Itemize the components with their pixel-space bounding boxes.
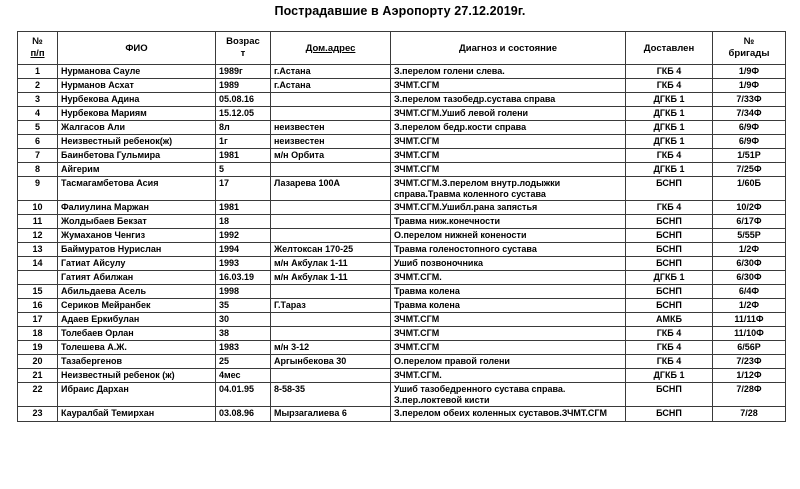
cell-delivered: ДГКБ 1 (626, 121, 713, 135)
cell-brigade: 7/28 (713, 407, 786, 422)
cell-name: Сериков Мейранбек (58, 299, 216, 313)
cell-name: Адаев Еркибулан (58, 313, 216, 327)
table-row (18, 257, 786, 271)
cell-number (18, 271, 58, 285)
cell-delivered: АМКБ (626, 313, 713, 327)
cell-number: 1 (18, 65, 58, 79)
cell-number: 23 (18, 407, 58, 422)
cell-brigade: 7/25Ф (713, 163, 786, 177)
column-header-age (216, 32, 271, 65)
cell-name: Неизвестный ребенок (ж) (58, 369, 216, 383)
cell-diagnosis: Травма колена (391, 299, 626, 313)
cell-diagnosis: З.перелом обеих коленных суставов.ЗЧМТ.СГМ (391, 407, 626, 422)
table-row (18, 313, 786, 327)
cell-brigade: 6/4Ф (713, 285, 786, 299)
cell-number: 3 (18, 93, 58, 107)
table-row (18, 163, 786, 177)
cell-number: 12 (18, 229, 58, 243)
cell-brigade: 1/9Ф (713, 65, 786, 79)
column-header-brigade-line2: бригады (728, 48, 770, 59)
page-title: Пострадавшие в Аэропорту 27.12.2019г. (274, 4, 526, 18)
cell-diagnosis: З.перелом голени слева. (391, 65, 626, 79)
cell-age: 1993 (216, 257, 271, 271)
cell-name: Нурманов Асхат (58, 79, 216, 93)
cell-age: 5 (216, 163, 271, 177)
cell-address: м/н Акбулак 1-11 (271, 271, 391, 285)
cell-number: 11 (18, 215, 58, 229)
cell-delivered: БСНП (626, 229, 713, 243)
cell-name: Айгерим (58, 163, 216, 177)
cell-age: 1г (216, 135, 271, 149)
column-header-delivered-label: Доставлен (643, 42, 695, 54)
cell-number: 7 (18, 149, 58, 163)
cell-diagnosis: Ушиб тазобедренного сустава справа. З.пер.локтевой кисти (391, 383, 626, 407)
cell-brigade: 6/17Ф (713, 215, 786, 229)
cell-number: 13 (18, 243, 58, 257)
cell-name: Фалиулина Маржан (58, 201, 216, 215)
column-header-address (271, 32, 391, 65)
cell-name: Ибраис Дархан (58, 383, 216, 407)
cell-age: 1998 (216, 285, 271, 299)
cell-age: 15.12.05 (216, 107, 271, 121)
cell-diagnosis: ЗЧМТ.СГМ (391, 163, 626, 177)
cell-brigade: 1/9Ф (713, 79, 786, 93)
cell-diagnosis: Ушиб позвоночника (391, 257, 626, 271)
cell-name: Абильдаева Асель (58, 285, 216, 299)
cell-delivered: БСНП (626, 383, 713, 407)
cell-number: 15 (18, 285, 58, 299)
cell-name: Нурбекова Мариям (58, 107, 216, 121)
cell-number: 18 (18, 327, 58, 341)
cell-name: Баймуратов Нурислан (58, 243, 216, 257)
cell-diagnosis: ЗЧМТ.СГМ. (391, 369, 626, 383)
table-row (18, 93, 786, 107)
cell-name: Гатият Абилжан (58, 271, 216, 285)
column-header-name-label: ФИО (125, 42, 148, 54)
cell-brigade: 7/23Ф (713, 355, 786, 369)
cell-brigade: 6/9Ф (713, 135, 786, 149)
cell-address: Желтоксан 170-25 (271, 243, 391, 257)
cell-address (271, 201, 391, 215)
column-header-number-line1: № (32, 36, 43, 47)
table-header (18, 32, 786, 65)
cell-name: Нурманова Сауле (58, 65, 216, 79)
cell-diagnosis: ЗЧМТ.СГМ (391, 313, 626, 327)
cell-age: 8л (216, 121, 271, 135)
cell-address: 8-58-35 (271, 383, 391, 407)
cell-address: м/н Орбита (271, 149, 391, 163)
cell-delivered: ГКБ 4 (626, 201, 713, 215)
table-row (18, 355, 786, 369)
table-row (18, 79, 786, 93)
cell-diagnosis: ЗЧМТ.СГМ (391, 135, 626, 149)
cell-name: Тасмагамбетова Асия (58, 177, 216, 201)
cell-delivered: ГКБ 4 (626, 341, 713, 355)
table-row (18, 229, 786, 243)
column-header-age-line1: Возрас (226, 36, 260, 47)
cell-brigade: 7/28Ф (713, 383, 786, 407)
cell-address (271, 107, 391, 121)
table-row (18, 65, 786, 79)
cell-address: Лазарева 100А (271, 177, 391, 201)
cell-age: 4мес (216, 369, 271, 383)
cell-delivered: ГКБ 4 (626, 65, 713, 79)
cell-delivered: БСНП (626, 257, 713, 271)
cell-address (271, 229, 391, 243)
cell-diagnosis: З.перелом тазобедр.сустава справа (391, 93, 626, 107)
table-row (18, 285, 786, 299)
cell-delivered: ГКБ 4 (626, 327, 713, 341)
cell-number: 21 (18, 369, 58, 383)
cell-address: г.Астана (271, 79, 391, 93)
cell-number: 17 (18, 313, 58, 327)
cell-name: Тазабергенов (58, 355, 216, 369)
cell-delivered: БСНП (626, 299, 713, 313)
cell-address (271, 163, 391, 177)
cell-delivered: ДГКБ 1 (626, 369, 713, 383)
cell-diagnosis: ЗЧМТ.СГМ (391, 341, 626, 355)
table-row (18, 299, 786, 313)
cell-diagnosis: ЗЧМТ.СГМ (391, 79, 626, 93)
cell-diagnosis: ЗЧМТ.СГМ (391, 149, 626, 163)
cell-diagnosis: ЗЧМТ.СГМ.З.перелом внутр.лодыжки справа.Травма коленного сустава (391, 177, 626, 201)
cell-name: Гатиат Айсулу (58, 257, 216, 271)
cell-brigade: 7/33Ф (713, 93, 786, 107)
table-row (18, 149, 786, 163)
cell-delivered: ГКБ 4 (626, 79, 713, 93)
cell-name: Толешева А.Ж. (58, 341, 216, 355)
cell-delivered: БСНП (626, 177, 713, 201)
cell-brigade: 1/60Б (713, 177, 786, 201)
cell-delivered: БСНП (626, 215, 713, 229)
table-header-row (18, 32, 786, 65)
cell-address: неизвестен (271, 121, 391, 135)
cell-name: Баинбетова Гульмира (58, 149, 216, 163)
column-header-number-line2: п/п (30, 48, 45, 59)
cell-diagnosis: Травма ниж.конечности (391, 215, 626, 229)
cell-age: 1981 (216, 149, 271, 163)
cell-age: 18 (216, 215, 271, 229)
column-header-brigade (713, 32, 786, 65)
cell-diagnosis: Травма колена (391, 285, 626, 299)
cell-address: неизвестен (271, 135, 391, 149)
column-header-number (18, 32, 58, 65)
cell-delivered: ДГКБ 1 (626, 93, 713, 107)
column-header-delivered (626, 32, 713, 65)
cell-address: м/н Акбулак 1-11 (271, 257, 391, 271)
cell-number: 5 (18, 121, 58, 135)
table-row (18, 107, 786, 121)
cell-brigade: 1/2Ф (713, 243, 786, 257)
cell-diagnosis: ЗЧМТ.СГМ. (391, 271, 626, 285)
cell-number: 4 (18, 107, 58, 121)
cell-name: Неизвестный ребенок(ж) (58, 135, 216, 149)
cell-delivered: БСНП (626, 407, 713, 422)
cell-address (271, 215, 391, 229)
cell-address: Мырзагалиева 6 (271, 407, 391, 422)
column-header-address-label: Дом.адрес (305, 42, 356, 54)
cell-age: 1981 (216, 201, 271, 215)
cell-name: Кауралбай Темирхан (58, 407, 216, 422)
cell-number: 20 (18, 355, 58, 369)
cell-diagnosis: О.перелом правой голени (391, 355, 626, 369)
cell-address (271, 369, 391, 383)
cell-brigade: 6/56Р (713, 341, 786, 355)
cell-number: 2 (18, 79, 58, 93)
cell-brigade: 6/30Ф (713, 271, 786, 285)
table-row (18, 135, 786, 149)
cell-diagnosis: ЗЧМТ.СГМ.Ушиб левой голени (391, 107, 626, 121)
cell-age: 1992 (216, 229, 271, 243)
table-row (18, 327, 786, 341)
cell-address: г.Астана (271, 65, 391, 79)
cell-brigade: 1/2Ф (713, 299, 786, 313)
cell-brigade: 5/55Р (713, 229, 786, 243)
cell-number: 6 (18, 135, 58, 149)
table-row (18, 341, 786, 355)
cell-number: 9 (18, 177, 58, 201)
cell-address: м/н 3-12 (271, 341, 391, 355)
cell-diagnosis: ЗЧМТ.СГМ (391, 327, 626, 341)
cell-brigade: 11/10Ф (713, 327, 786, 341)
column-header-brigade-line1: № (743, 36, 755, 47)
cell-brigade: 6/9Ф (713, 121, 786, 135)
cell-age: 16.03.19 (216, 271, 271, 285)
cell-address (271, 327, 391, 341)
cell-diagnosis: О.перелом нижней конености (391, 229, 626, 243)
cell-age: 1994 (216, 243, 271, 257)
cell-diagnosis: З.перелом бедр.кости справа (391, 121, 626, 135)
cell-age: 1983 (216, 341, 271, 355)
cell-age: 05.08.16 (216, 93, 271, 107)
cell-number: 10 (18, 201, 58, 215)
column-header-name (58, 32, 216, 65)
cell-address (271, 285, 391, 299)
table-row (18, 271, 786, 285)
victims-table-container (17, 31, 785, 422)
cell-number: 8 (18, 163, 58, 177)
table-row (18, 215, 786, 229)
cell-number: 14 (18, 257, 58, 271)
cell-age: 1989г (216, 65, 271, 79)
cell-brigade: 10/2Ф (713, 201, 786, 215)
table-row (18, 369, 786, 383)
cell-age: 38 (216, 327, 271, 341)
cell-delivered: ГКБ 4 (626, 149, 713, 163)
cell-name: Жумаханов Ченгиз (58, 229, 216, 243)
cell-delivered: ДГКБ 1 (626, 107, 713, 121)
cell-address: Аргынбекова 30 (271, 355, 391, 369)
column-header-diagnosis-label: Диагноз и состояние (459, 42, 557, 54)
cell-age: 04.01.95 (216, 383, 271, 407)
cell-name: Жолдыбаев Бекзат (58, 215, 216, 229)
cell-name: Нурбекова Адина (58, 93, 216, 107)
cell-delivered: БСНП (626, 285, 713, 299)
cell-age: 35 (216, 299, 271, 313)
cell-diagnosis: Травма голеностопного сустава (391, 243, 626, 257)
cell-number: 19 (18, 341, 58, 355)
table-row (18, 177, 786, 201)
cell-delivered: ДГКБ 1 (626, 135, 713, 149)
cell-number: 16 (18, 299, 58, 313)
table-row (18, 121, 786, 135)
cell-delivered: ГКБ 4 (626, 355, 713, 369)
cell-name: Жалгасов Али (58, 121, 216, 135)
cell-brigade: 1/51Р (713, 149, 786, 163)
cell-brigade: 11/11Ф (713, 313, 786, 327)
cell-address (271, 93, 391, 107)
column-header-age-line2: т (240, 48, 246, 59)
cell-brigade: 1/12Ф (713, 369, 786, 383)
table-row (18, 201, 786, 215)
cell-delivered: ДГКБ 1 (626, 163, 713, 177)
table-row (18, 383, 786, 407)
cell-address (271, 313, 391, 327)
cell-age: 25 (216, 355, 271, 369)
cell-delivered: ДГКБ 1 (626, 271, 713, 285)
cell-age: 03.08.96 (216, 407, 271, 422)
cell-brigade: 7/34Ф (713, 107, 786, 121)
victims-table (17, 31, 786, 422)
cell-delivered: БСНП (626, 243, 713, 257)
cell-age: 1989 (216, 79, 271, 93)
table-body (18, 65, 786, 422)
column-header-diagnosis (391, 32, 626, 65)
cell-age: 30 (216, 313, 271, 327)
cell-number: 22 (18, 383, 58, 407)
cell-name: Толебаев Орлан (58, 327, 216, 341)
cell-diagnosis: ЗЧМТ.СГМ.Ушибл.рана запястья (391, 201, 626, 215)
cell-brigade: 6/30Ф (713, 257, 786, 271)
table-row (18, 407, 786, 422)
table-row (18, 243, 786, 257)
cell-address: Г.Тараз (271, 299, 391, 313)
cell-age: 17 (216, 177, 271, 201)
